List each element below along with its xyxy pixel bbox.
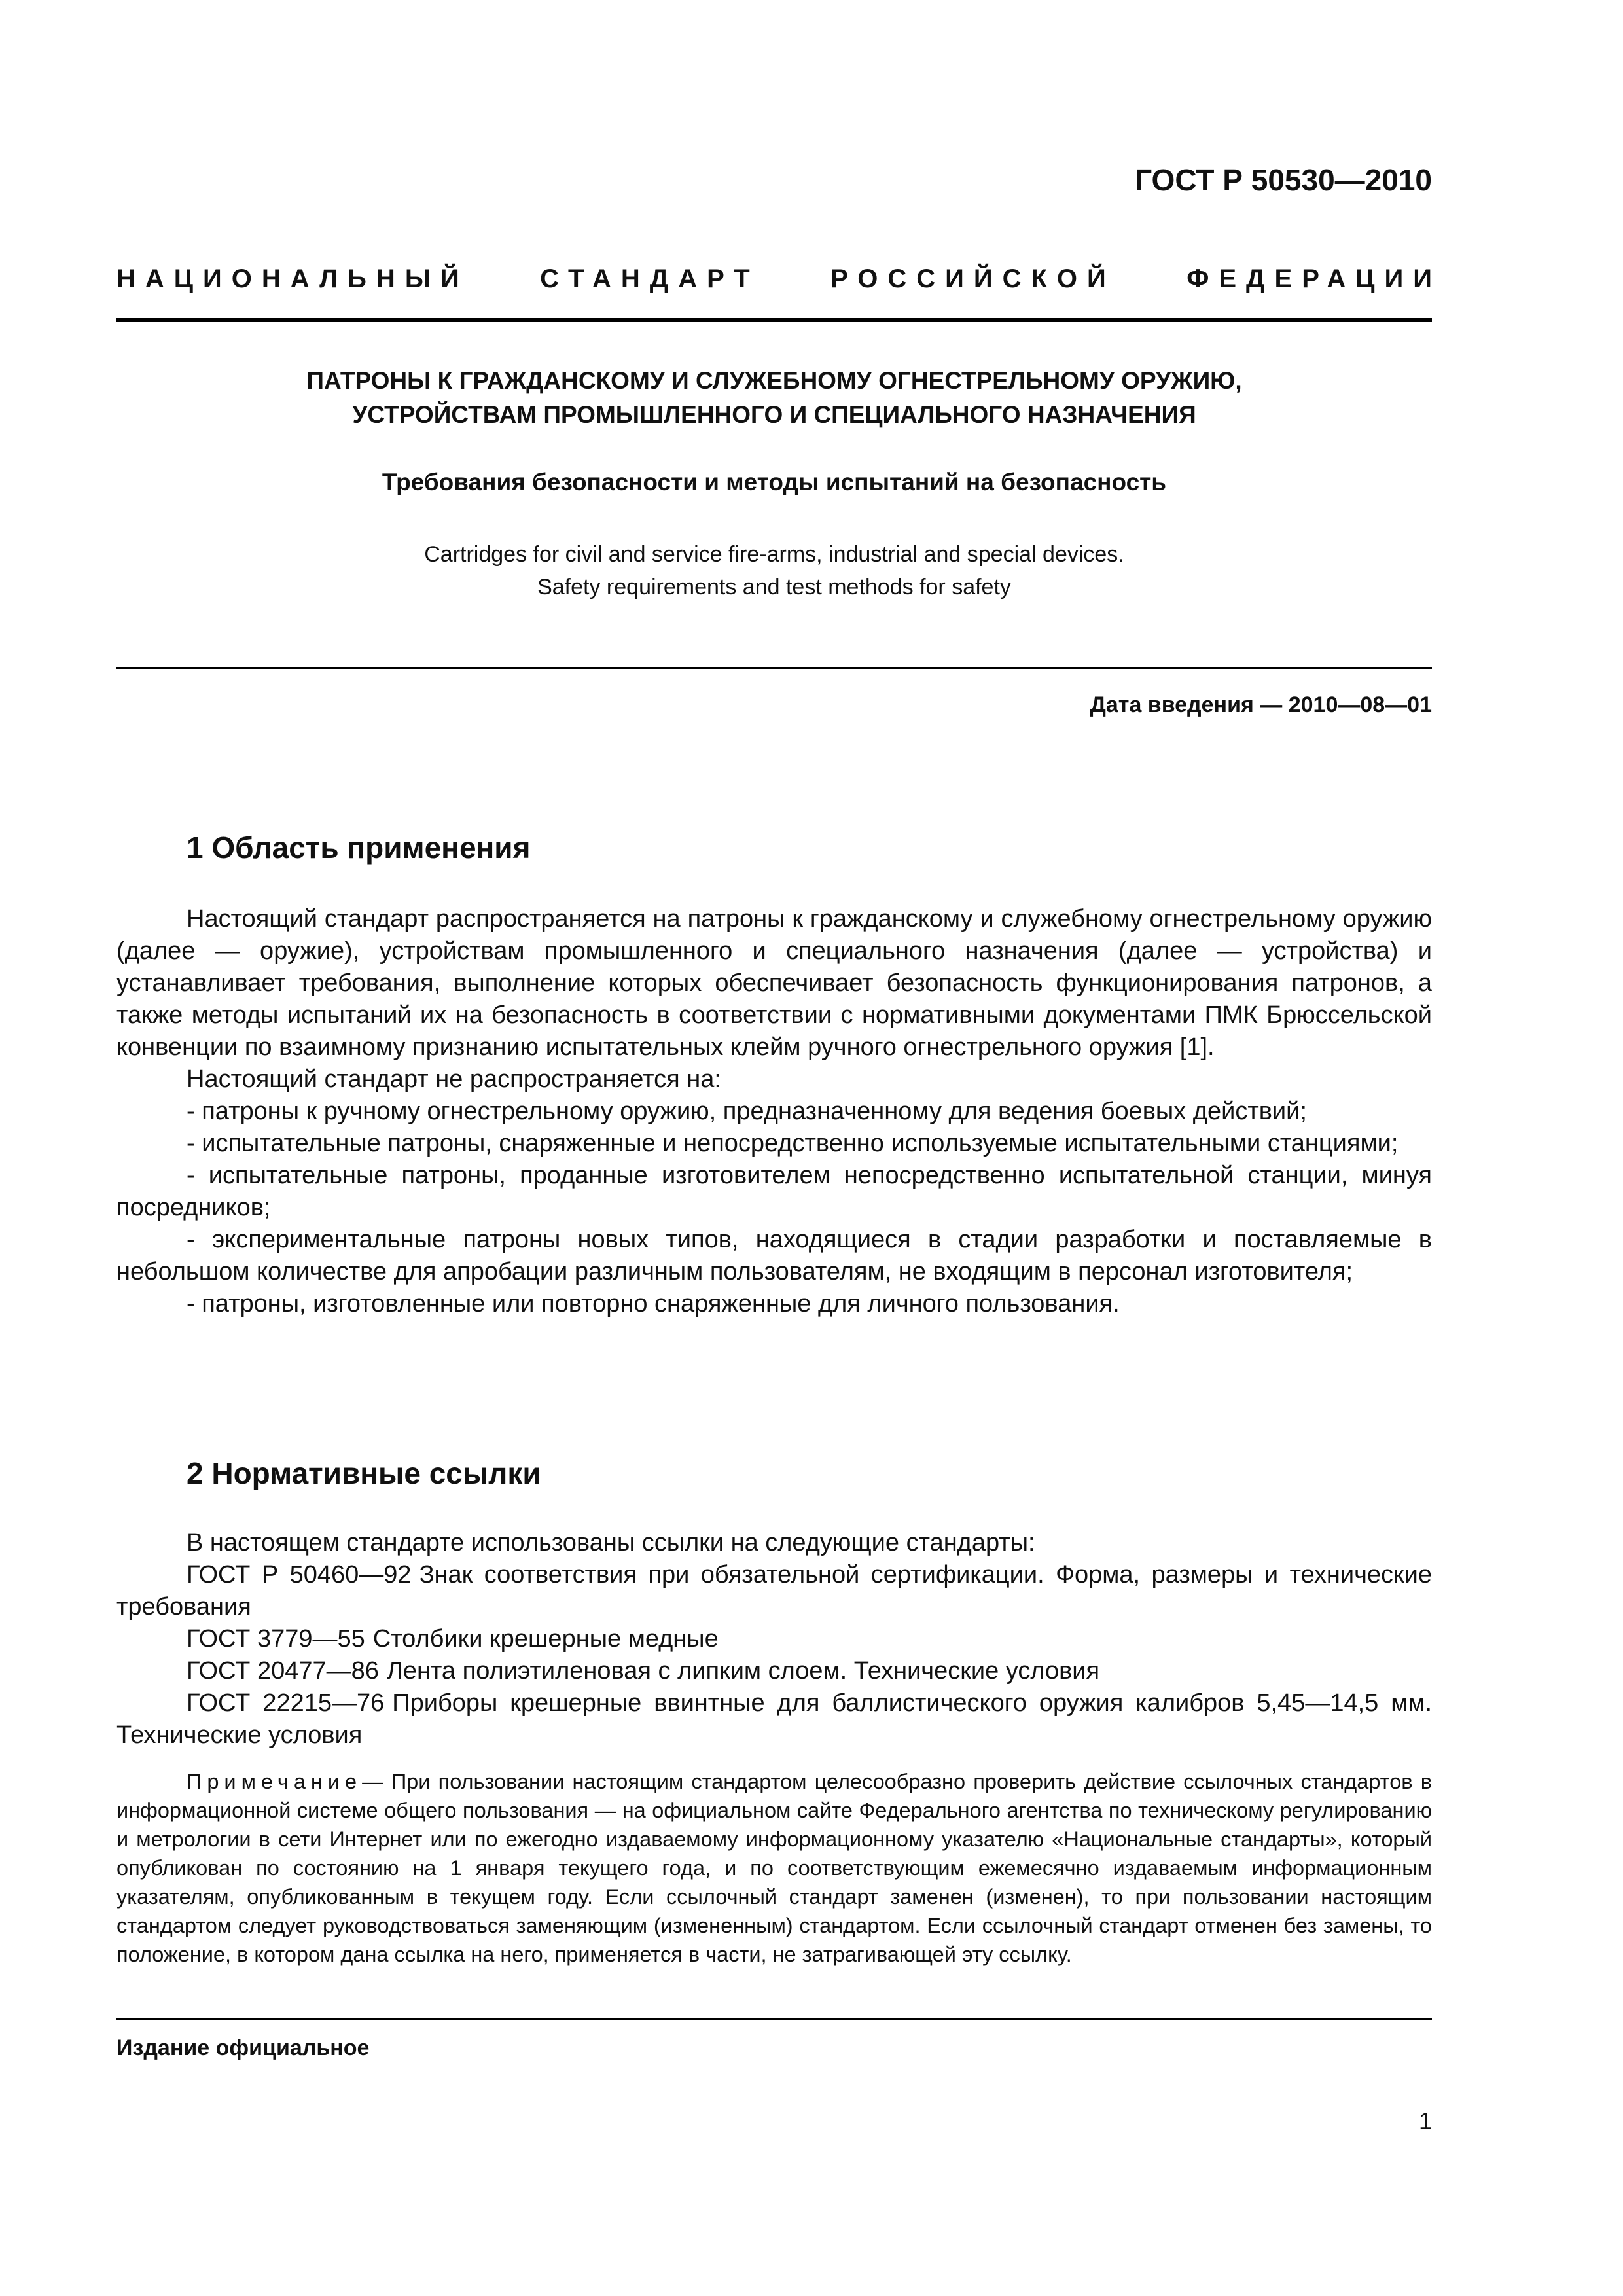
paragraph: Настоящий стандарт распространяется на патроны к гражданскому и служебному огнестрельному оружию (далее — оружие), устройствам промышленного и специального назначения (далее — устройства) и устанавливает требования, выполнение которых обеспечивает безопасность функционирования патронов, а также методы испытаний их на безопасность в соответствии с нормативными документами ПМК Брюссельской конвенции по взаимному признанию испытательных клейм ручного огнестрельного оружия [1]. bbox=[116, 905, 1432, 1061]
date-of-introduction: Дата введения — 2010—08—01 bbox=[1090, 692, 1432, 717]
reference-item bbox=[116, 1559, 1432, 1623]
reference-title: Лента полиэтиленовая с липким слоем. Технические условия bbox=[386, 1657, 1100, 1685]
national-title-word: СТАНДАРТ bbox=[540, 264, 760, 293]
list-item: - испытательные патроны, снаряженные и непосредственно используемые испытательными станциями; bbox=[187, 1130, 1399, 1157]
standard-code: ГОСТ Р 50530—2010 bbox=[1135, 163, 1432, 197]
reference-code: ГОСТ Р 50460—92 bbox=[187, 1561, 412, 1588]
national-standard-title bbox=[116, 264, 1442, 294]
title-ru-line: УСТРОЙСТВАМ ПРОМЫШЛЕННОГО И СПЕЦИАЛЬНОГО НАЗНАЧЕНИЯ bbox=[352, 401, 1196, 428]
header-rule-thick bbox=[116, 318, 1432, 322]
national-title-word: ФЕДЕРАЦИИ bbox=[1186, 264, 1442, 293]
note-text: — При пользовании настоящим стандартом целесообразно проверить действие ссылочных стандартов в информационной системе общего пользования — на официальном сайте Федерального агентства по техническому регулированию и метрологии в сети Интернет или по ежегодно издаваемому информационному указателю «Национальные стандарты», который опубликован по состоянию на 1 января текущего года, и по соответствующим ежемесячно издаваемым информационным указателям, опубликованным в текущем году. Если ссылочный стандарт заменен (изменен), то при пользовании настоящим стандартом следует руководствоваться заменяющим (измененным) стандартом. Если ссылочный стандарт отменен без замены, то положение, в котором дана ссылка на него, применяется в части, не затрагивающей эту ссылку. bbox=[116, 1770, 1432, 1966]
title-ru-line: ПАТРОНЫ К ГРАЖДАНСКОМУ И СЛУЖЕБНОМУ ОГНЕСТРЕЛЬНОМУ ОРУЖИЮ, bbox=[306, 367, 1242, 394]
national-title-word: РОССИЙСКОЙ bbox=[830, 264, 1116, 293]
reference-item bbox=[116, 1655, 1432, 1687]
list-item: - патроны, изготовленные или повторно снаряженные для личного пользования. bbox=[187, 1290, 1120, 1318]
official-edition-label: Издание официальное bbox=[116, 2036, 370, 2060]
reference-title: Приборы крешерные ввинтные для баллистического оружия калибров 5,45—14,5 мм. Технические условия bbox=[116, 1689, 1433, 1749]
title-en-line: Safety requirements and test methods for safety bbox=[537, 575, 1011, 600]
reference-title: Знак соответствия при обязательной сертификации. Форма, размеры и технические требования bbox=[116, 1561, 1433, 1621]
reference-item bbox=[116, 1623, 1432, 1655]
section-2-heading: 2 Нормативные ссылки bbox=[187, 1456, 541, 1490]
page-number: 1 bbox=[1418, 2108, 1432, 2134]
document-title-ru bbox=[116, 364, 1432, 432]
reference-code: ГОСТ 3779—55 bbox=[187, 1625, 365, 1653]
list-item: - экспериментальные патроны новых типов, находящиеся в стадии разработки и поставляемые в небольшом количестве для апробации различным пользователям, не входящим в персонал изготовителя; bbox=[116, 1226, 1432, 1285]
section-2-body bbox=[116, 1527, 1432, 1751]
national-title-word: НАЦИОНАЛЬНЫЙ bbox=[116, 264, 469, 293]
paragraph: Настоящий стандарт не распространяется на: bbox=[187, 1066, 721, 1093]
list-item: - патроны к ручному огнестрельному оружию, предназначенному для ведения боевых действий; bbox=[187, 1098, 1307, 1125]
list-item: - испытательные патроны, проданные изготовителем непосредственно испытательной станции, минуя посредников; bbox=[116, 1162, 1432, 1221]
reference-code: ГОСТ 22215—76 bbox=[187, 1689, 385, 1717]
note-label: Примечание bbox=[187, 1770, 363, 1793]
title-en-line: Cartridges for civil and service fire-arms, industrial and special devices. bbox=[424, 542, 1124, 567]
document-title-en bbox=[116, 538, 1432, 603]
document-subtitle-ru: Требования безопасности и методы испытаний на безопасность bbox=[382, 469, 1167, 495]
section-1-heading: 1 Область применения bbox=[187, 831, 531, 865]
title-rule bbox=[116, 667, 1432, 669]
paragraph: В настоящем стандарте использованы ссылки на следующие стандарты: bbox=[187, 1529, 1035, 1556]
footer-rule bbox=[116, 2018, 1432, 2020]
reference-item bbox=[116, 1687, 1432, 1751]
section-1-body bbox=[116, 903, 1432, 1320]
note bbox=[116, 1767, 1432, 1969]
reference-code: ГОСТ 20477—86 bbox=[187, 1657, 379, 1685]
reference-title: Столбики крешерные медные bbox=[372, 1625, 719, 1653]
